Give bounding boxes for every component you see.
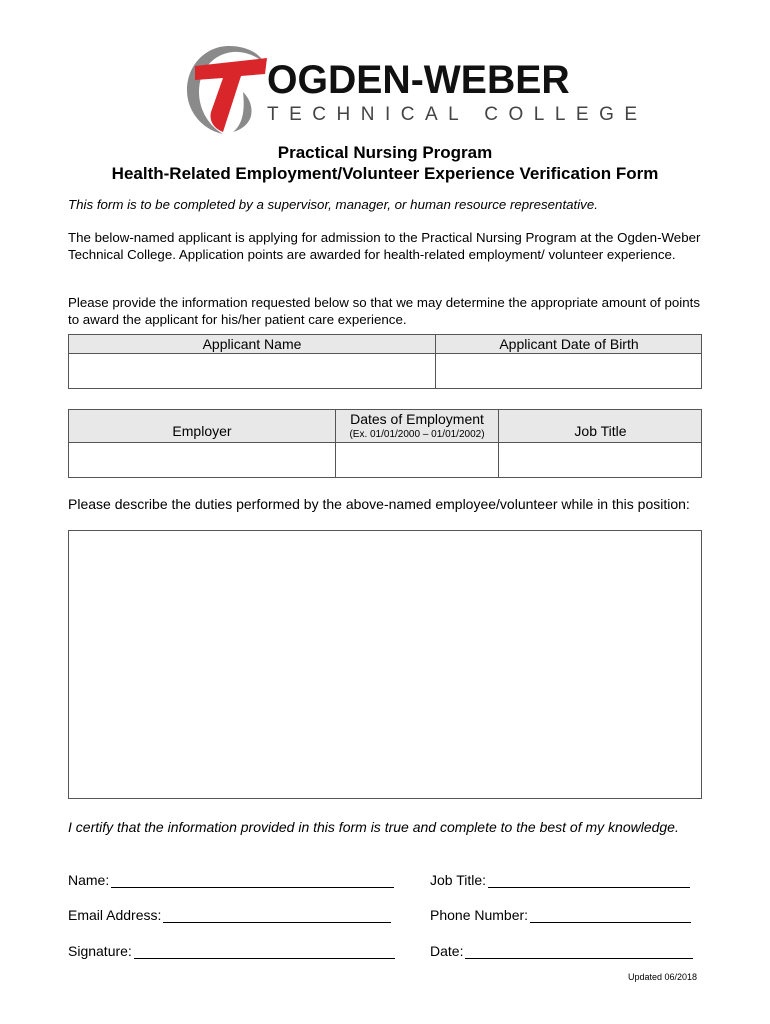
applicant-dob-field[interactable] [436,355,702,389]
email-line[interactable] [163,908,391,923]
applicant-name-header: Applicant Name [202,336,302,352]
date-line[interactable] [465,944,693,959]
college-logo [183,40,648,135]
phone-label: Phone Number: [430,907,529,923]
form-title: Health-Related Employment/Volunteer Experience Verification Form [111,164,659,183]
employer-field[interactable] [69,444,335,478]
certifier-job-title-field[interactable] [430,872,690,888]
applicant-table [68,334,702,389]
dates-example-hint: (Ex. 01/01/2000 – 01/01/2002) [349,429,485,440]
certification-statement: I certify that the information provided in this form is true and complete to the best of my knowledge. [68,819,679,835]
phone-line[interactable] [530,908,691,923]
email-label: Email Address: [68,907,162,923]
applicant-dob-header: Applicant Date of Birth [499,336,639,352]
certifier-signature-field[interactable] [68,943,395,959]
signature-label: Signature: [68,943,132,959]
applicant-paragraph: The below-named applicant is applying for admission to the Practical Nursing Program at the Ogden-Weber Technical College. Application points are awarded for health-related employment/ volunteer experience. [68,230,701,262]
employment-table [68,409,702,478]
dates-field[interactable] [336,444,498,478]
duties-textarea[interactable] [68,530,702,799]
certifier-phone-field[interactable] [430,907,691,923]
program-title: Practical Nursing Program [277,143,493,162]
updated-date: Updated 06/2018 [628,972,698,982]
signature-line[interactable] [134,944,395,959]
dates-header: Dates of Employment [350,411,484,427]
job-title-line[interactable] [488,873,690,888]
job-title-field[interactable] [499,444,702,478]
intro-text: This form is to be completed by a supervisor, manager, or human resource representative. [68,197,598,212]
logo-subtitle: TECHNICAL COLLEGE [267,104,648,125]
applicant-name-field[interactable] [69,355,435,389]
duties-prompt: Please describe the duties performed by the above-named employee/volunteer while in this position: [68,496,690,512]
job-title-label: Job Title: [430,872,487,888]
name-label: Name: [68,872,110,888]
date-label: Date: [430,943,464,959]
instructions-paragraph: Please provide the information requested below so that we may determine the appropriate amount of points to award the applicant for his/her patient care experience. [68,295,700,327]
logo-name: OGDEN-WEBER [267,58,570,102]
name-line[interactable] [111,873,394,888]
employer-header: Employer [172,423,232,439]
ogden-weber-t-logo-icon [183,40,275,135]
job-title-header: Job Title [574,423,627,439]
certifier-email-field[interactable] [68,907,391,923]
certifier-name-field[interactable] [68,872,394,888]
certifier-date-field[interactable] [430,943,693,959]
